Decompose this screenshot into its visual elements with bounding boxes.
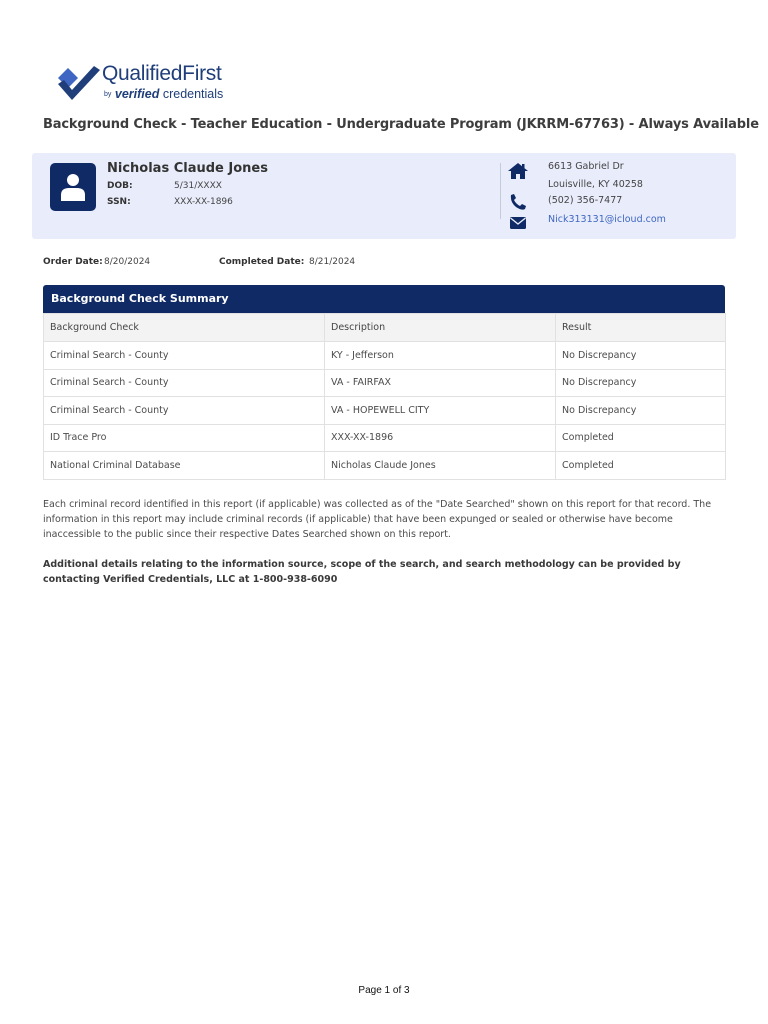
contact-details-paragraph: Additional details relating to the information source, scope of the search, and search methodology can be provided by contacting Verified Credentials, LLC at 1-800-938-6090: [43, 559, 681, 586]
table-cell: Completed: [556, 452, 726, 480]
table-cell: No Discrepancy: [556, 369, 726, 397]
contact-divider: [500, 163, 501, 219]
table-header-row: [44, 314, 726, 342]
table-row: [44, 342, 726, 370]
avatar: [50, 163, 96, 211]
summary-table: [43, 313, 726, 480]
table-cell: VA - HOPEWELL CITY: [325, 397, 556, 425]
table-cell: No Discrepancy: [556, 397, 726, 425]
ssn-value: XXX-XX-1896: [174, 197, 233, 207]
checkmark-logo-icon: [56, 64, 102, 104]
summary-heading: Background Check Summary: [43, 285, 725, 313]
table-cell: XXX-XX-1896: [325, 424, 556, 452]
disclaimer-paragraph: Each criminal record identified in this report (if applicable) was collected as of the "Date Searched" shown on this report for that record. The information in this report may include criminal records (if applicable) that have been expunged or sealed or otherwise have become inaccessible to the public since their respective Dates Searched shown on this report.: [43, 499, 712, 541]
completed-date-value: 8/21/2024: [309, 257, 356, 267]
background-check-summary: [43, 285, 725, 480]
home-icon: [508, 163, 528, 179]
address-line1: 6613 Gabriel Dr: [548, 161, 624, 172]
order-date-label: Order Date:: [43, 257, 103, 267]
company-logo: [56, 62, 246, 106]
ssn-label: SSN:: [107, 197, 131, 207]
phone-icon: [508, 194, 528, 210]
table-cell: Criminal Search - County: [44, 342, 325, 370]
logo-verified: verified: [114, 87, 160, 101]
table-row: [44, 452, 726, 480]
column-header: Description: [325, 314, 556, 342]
table-row: [44, 369, 726, 397]
mail-icon: [508, 215, 528, 229]
user-icon: [61, 173, 85, 201]
table-cell: ID Trace Pro: [44, 424, 325, 452]
table-cell: KY - Jefferson: [325, 342, 556, 370]
address-line2: Louisville, KY 40258: [548, 179, 643, 190]
phone-number: (502) 356-7477: [548, 195, 623, 206]
table-row: [44, 397, 726, 425]
table-cell: Criminal Search - County: [44, 369, 325, 397]
page-number: Page 1 of 3: [358, 985, 410, 996]
dob-value: 5/31/XXXX: [174, 181, 222, 191]
report-title: Background Check - Teacher Education - Undergraduate Program (JKRRM-67763) - Always Available: [43, 117, 759, 132]
table-cell: VA - FAIRFAX: [325, 369, 556, 397]
table-cell: Criminal Search - County: [44, 397, 325, 425]
logo-tagline: [104, 87, 223, 101]
table-cell: National Criminal Database: [44, 452, 325, 480]
email-link[interactable]: Nick313131@icloud.com: [548, 214, 666, 225]
column-header: Result: [556, 314, 726, 342]
column-header: Background Check: [44, 314, 325, 342]
table-cell: Completed: [556, 424, 726, 452]
completed-date-label: Completed Date:: [219, 257, 305, 267]
person-name: Nicholas Claude Jones: [107, 161, 268, 176]
logo-credentials: credentials: [159, 87, 224, 101]
dob-label: DOB:: [107, 181, 133, 191]
logo-by: by: [104, 91, 112, 99]
table-cell: No Discrepancy: [556, 342, 726, 370]
order-date-value: 8/20/2024: [104, 257, 151, 267]
table-cell: Nicholas Claude Jones: [325, 452, 556, 480]
logo-brand: QualifiedFirst: [102, 62, 222, 85]
profile-card: [32, 153, 736, 239]
table-row: [44, 424, 726, 452]
